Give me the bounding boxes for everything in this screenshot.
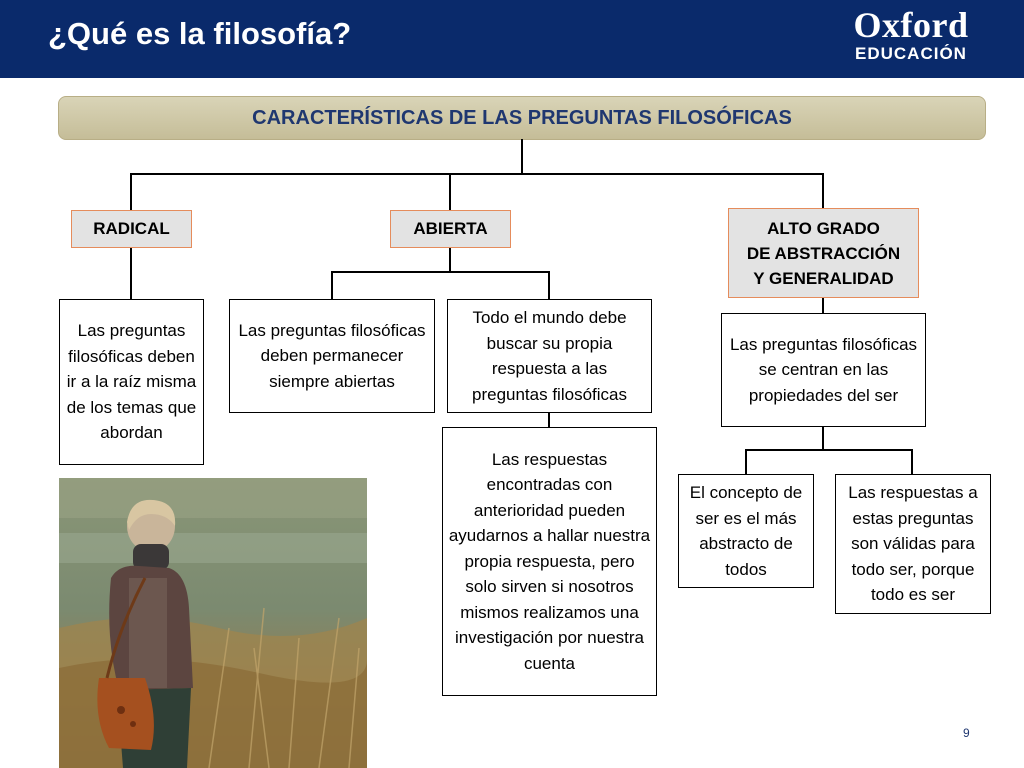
connector-line xyxy=(745,449,747,474)
header-bar xyxy=(0,0,1024,78)
connector-line xyxy=(822,426,824,450)
connector-line xyxy=(822,173,824,208)
connector-line xyxy=(548,271,550,299)
category-abierta: ABIERTA xyxy=(390,210,511,248)
connector-line xyxy=(130,173,823,175)
connector-line xyxy=(521,139,523,174)
connector-line xyxy=(822,296,824,314)
connector-line xyxy=(449,246,451,272)
connector-line xyxy=(331,271,333,299)
oxford-logo xyxy=(836,6,986,72)
alto-grado-description-box: Las preguntas filosóficas se centran en las propiedades del ser xyxy=(721,313,926,427)
alto-grado-line3: Y GENERALIDAD xyxy=(753,268,894,288)
abierta-sub-box: Las respuestas encontradas con anterioridad pueden ayudarnos a hallar nuestra propia respuesta, pero solo sirven si nosotros mismos realizamos una investigación por nuestra cuenta xyxy=(442,427,657,696)
connector-line xyxy=(449,173,451,210)
page-number: 9 xyxy=(963,726,970,740)
alto-grado-line2: DE ABSTRACCIÓN xyxy=(746,243,901,263)
connector-line xyxy=(548,412,550,428)
alto-grado-line1: ALTO GRADO xyxy=(767,218,880,238)
alto-grado-right-child-box: Las respuestas a estas preguntas son válidas para todo ser, porque todo es ser xyxy=(835,474,991,614)
logo-educacion-text: EDUCACIÓN xyxy=(855,44,967,63)
diagram-title-banner: CARACTERÍSTICAS DE LAS PREGUNTAS FILOSÓFICAS xyxy=(58,96,986,140)
connector-line xyxy=(331,271,549,273)
alto-grado-left-child-box: El concepto de ser es el más abstracto de todos xyxy=(678,474,814,588)
connector-line xyxy=(130,246,132,299)
category-alto-grado xyxy=(728,208,919,298)
photo-illustration xyxy=(59,478,367,768)
radical-description-box: Las preguntas filosóficas deben ir a la raíz misma de los temas que abordan xyxy=(59,299,204,465)
connector-line xyxy=(745,449,913,451)
category-radical: RADICAL xyxy=(71,210,192,248)
page-title: ¿Qué es la filosofía? xyxy=(48,16,352,51)
abierta-left-box: Las preguntas filosóficas deben permanecer siempre abiertas xyxy=(229,299,435,413)
abierta-right-box: Todo el mundo debe buscar su propia respuesta a las preguntas filosóficas xyxy=(447,299,652,413)
logo-oxford-text: Oxford xyxy=(853,5,969,45)
connector-line xyxy=(130,173,132,210)
woman-in-field-photo xyxy=(59,478,367,768)
connector-line xyxy=(911,449,913,474)
